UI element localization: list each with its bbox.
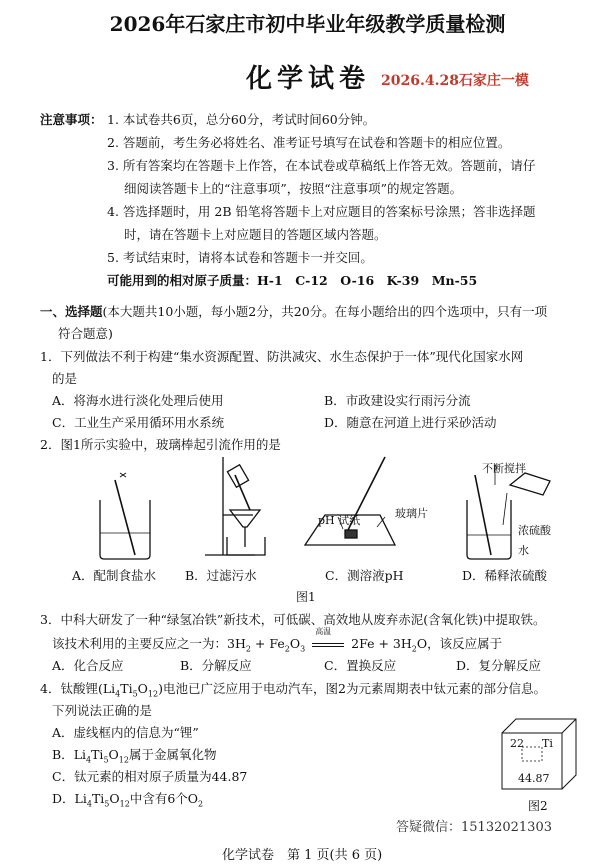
q1-option-a: A．将海水进行淡化处理后使用 [52,393,224,408]
q4-sub: 5 [104,799,110,809]
q4-sub: 12 [147,689,159,699]
q4-stem-cont: 下列说法正确的是 [52,703,153,718]
q4-sub: 4 [86,799,92,809]
q2-stem: 2．图1所示实验中，玻璃棒起引流作用的是 [40,437,281,452]
q4-stem-part2: )电池已广泛应用于电动汽车，图2为元素周期表中钛元素的部分信息。 [158,681,546,696]
q1-stem-cont: 的是 [52,371,78,386]
q4-option-b [52,745,216,765]
q3-sub: 2 [284,644,290,654]
q3-sub: 2 [411,644,417,654]
q4-li: Li [74,791,87,806]
element-symbol: Ti [542,737,553,750]
q4-li: Li [73,747,86,762]
q4-stem-part1: 4．钛酸锂(Li [40,681,116,696]
exam-date-tag: 2026.4.28石家庄一模 [381,73,529,89]
filtration-setup-icon [205,457,265,555]
q3-sub: 2 [245,644,251,654]
stir-label: 不断搅拌 [482,462,526,475]
section-title: 一、选择题 [40,304,103,319]
q4-b-prefix: B． [52,747,74,762]
q4-sub: 2 [198,799,204,809]
q4-d-tail: 中含有6个O [129,791,199,806]
exam-title: 2026年石家庄市初中毕业年级教学质量检测 [109,12,506,36]
note-5: 5. 考试结束时，请将本试卷和答题卡一并交回。 [107,250,373,265]
q3-equation [52,627,503,654]
acid-label: 浓硫酸 [518,524,551,537]
q3-stem: 3．中科大研发了一种“绿氢冶铁”新技术，可低碳、高效地从废弃赤泥(含氧化铁)中提取铁。 [40,612,546,627]
q3-option-b: B．分解反应 [180,658,252,673]
q4-option-d [52,789,203,809]
q4-b-tail: 属于金属氧化物 [128,747,217,762]
section-heading [40,302,547,320]
reaction-arrow [309,627,347,651]
contact-info: 答疑微信：15132021303 [396,820,552,835]
water-label: 水 [518,544,529,557]
glass-plate-label: 玻璃片 [395,507,428,520]
q4-sub: 5 [132,689,138,699]
page-footer: 化学试卷 第 1 页(共 6 页) [222,848,383,863]
q3-sub: 3 [300,644,306,654]
q4-option-a: A．虚线框内的信息为“锂” [52,725,199,740]
q1-option-d: D．随意在河道上进行采砂活动 [324,415,497,430]
q4-sub: 4 [86,755,92,765]
q4-o: O [108,747,119,762]
q3-eq-part1: 该技术利用的主要反应之一为：3H [52,636,246,651]
q4-ti: Ti [91,747,104,762]
element-mass: 44.87 [518,772,550,785]
q1-stem: 1．下列做法不利于构建“集水资源配置、防洪减灾、水生态保护于一体”现代化国家水网 [40,349,524,364]
note-3: 3. 所有答案均在答题卡上作答，在本试卷或草稿纸上作答无效。答题前，请仔 [107,158,536,173]
q4-stem [40,679,546,699]
q3-eq-part4: 2Fe + 3H [351,636,412,651]
figure-2-label: 图2 [528,799,548,813]
figure-1-label: 图1 [296,590,316,604]
subject-title: 化学试卷 [246,64,371,94]
q4-o: O [109,791,120,806]
q3-option-c: C．置换反应 [324,658,397,673]
q4-o: O [137,681,148,696]
q4-ti: Ti [91,791,105,806]
q2-option-c: C．测溶液pH [325,568,404,583]
q4-d-prefix: D． [52,791,75,806]
q3-eq-part5: O，该反应属于 [416,636,503,651]
q4-sub: 12 [119,799,130,809]
q3-eq-part3: O [289,636,301,651]
q3-option-a: A．化合反应 [52,658,124,673]
note-4: 4. 答选择题时，用 2B 铅笔将答题卡上对应题目的答案标号涂黑；答非选择题 [107,204,536,219]
note-2: 2. 答题前，考生务必将姓名、准考证号填写在试卷和答题卡的相应位置。 [107,135,511,150]
ph-test-icon [305,457,395,545]
q4-sub: 5 [103,755,109,765]
note-3-cont: 细阅读答题卡上的“注意事项”，按照“注意事项”的规定答题。 [124,181,463,196]
beaker-stirring-icon [100,473,150,559]
q4-sub: 4 [115,689,121,699]
q4-ti: Ti [120,681,133,696]
reaction-condition: 高温 [315,627,332,636]
q4-option-c: C．钛元素的相对原子质量为44.87 [52,769,248,784]
q2-option-b: B．过滤污水 [185,568,257,583]
dilution-setup-icon [467,465,550,559]
q1-option-b: B．市政建设实行雨污分流 [324,393,471,408]
q1-option-c: C．工业生产采用循环用水系统 [52,415,225,430]
section-desc: (本大题共10小题，每小题2分，共20分。在每小题给出的四个选项中，只有一项 [102,304,548,319]
q2-option-a: A．配制食盐水 [72,568,157,583]
q3-eq-part2: + Fe [250,636,285,651]
note-1: 1. 本试卷共6页，总分60分，考试时间60分钟。 [107,112,376,127]
notes-label: 注意事项： [40,112,103,127]
note-4-cont: 时，请在答题卡上对应题目的答题区域内答题。 [124,227,387,242]
q2-option-d: D．稀释浓硫酸 [462,568,548,583]
atomic-masses: 可能用到的相对原子质量：H-1 C-12 O-16 K-39 Mn-55 [107,273,478,288]
element-number: 22 [510,737,524,750]
q4-sub: 12 [118,755,129,765]
ph-paper-label: pH 试纸 [318,514,361,527]
section-desc-cont: 符合题意) [58,326,113,341]
q3-option-d: D．复分解反应 [456,658,542,673]
